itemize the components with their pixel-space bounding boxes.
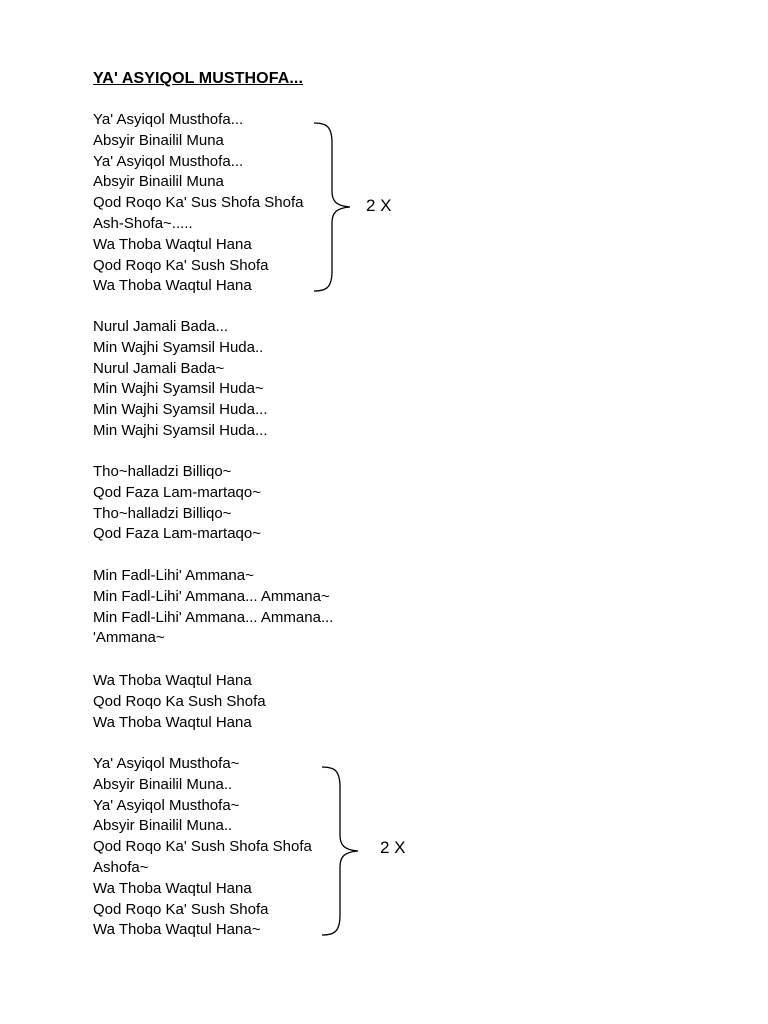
lyric-line: Nurul Jamali Bada... — [93, 318, 229, 335]
lyric-line: Min Wajhi Syamsil Huda... — [93, 401, 268, 419]
stanza-3 — [93, 462, 261, 545]
lyric-line: Wa Thoba Waqtul Hana — [93, 713, 252, 731]
repeat-marker: 2 X — [366, 196, 392, 215]
lyric-line: Qod Faza Lam-martaqo~ — [93, 525, 261, 543]
lyric-line: Wa Thoba Waqtul Hana — [93, 672, 252, 689]
lyric-line: Qod Faza Lam-martaqo~ — [93, 483, 261, 501]
lyric-line: Qod Roqo Ka' Sush Shofa — [93, 256, 269, 274]
stanza-4 — [93, 566, 333, 649]
lyric-line: Tho~halladzi Billiqo~ — [93, 463, 232, 480]
lyric-line: Absyir Binailil Muna.. — [93, 775, 233, 793]
stanza-1 — [93, 110, 304, 297]
lyric-line: Min Fadl-Lihi' Ammana... Ammana... — [93, 608, 334, 626]
lyric-line: Wa Thoba Waqtul Hana~ — [93, 921, 261, 939]
stanza-6 — [93, 754, 312, 941]
lyric-line: Min Wajhi Syamsil Huda~ — [93, 380, 264, 398]
lyric-line: Tho~halladzi Billiqo~ — [93, 504, 232, 522]
lyric-line: Wa Thoba Waqtul Hana — [93, 277, 252, 295]
lyric-line: Min Fadl-Lihi' Ammana... Ammana~ — [93, 587, 330, 605]
lyric-line: Wa Thoba Waqtul Hana — [93, 235, 252, 253]
lyric-line: Nurul Jamali Bada~ — [93, 359, 225, 377]
lyric-line: Qod Roqo Ka' Sus Shofa Shofa — [93, 194, 304, 212]
stanza-2 — [93, 317, 268, 442]
lyric-line: Ya' Asyiqol Musthofa... — [93, 152, 244, 170]
lyric-line: Qod Roqo Ka Sush Shofa — [93, 692, 266, 710]
lyric-line: Absyir Binailil Muna — [93, 131, 224, 149]
song-title: YA' ASYIQOL MUSTHOFA... — [93, 70, 303, 87]
repeat-brace — [320, 765, 364, 937]
lyric-line: Qod Roqo Ka' Sush Shofa Shofa — [93, 838, 312, 856]
lyric-line: Ash-Shofa~..... — [93, 214, 193, 232]
lyric-line: Absyir Binailil Muna.. — [93, 817, 233, 835]
lyric-line: Min Wajhi Syamsil Huda... — [93, 421, 268, 439]
lyric-line: Absyir Binailil Muna — [93, 173, 224, 191]
lyric-line: Ya' Asyiqol Musthofa~ — [93, 755, 240, 772]
lyric-line: Wa Thoba Waqtul Hana — [93, 879, 252, 897]
lyric-line: Min Fadl-Lihi' Ammana~ — [93, 567, 254, 584]
repeat-brace — [312, 121, 356, 293]
lyric-line: 'Ammana~ — [93, 629, 165, 647]
stanza-5 — [93, 671, 266, 733]
lyric-line: Ya' Asyiqol Musthofa~ — [93, 796, 240, 814]
lyric-line: Min Wajhi Syamsil Huda.. — [93, 338, 264, 356]
lyric-line: Qod Roqo Ka' Sush Shofa — [93, 900, 269, 918]
lyric-line: Ashofa~ — [93, 858, 149, 876]
repeat-marker: 2 X — [380, 838, 406, 857]
lyric-line: Ya' Asyiqol Musthofa... — [93, 111, 244, 128]
